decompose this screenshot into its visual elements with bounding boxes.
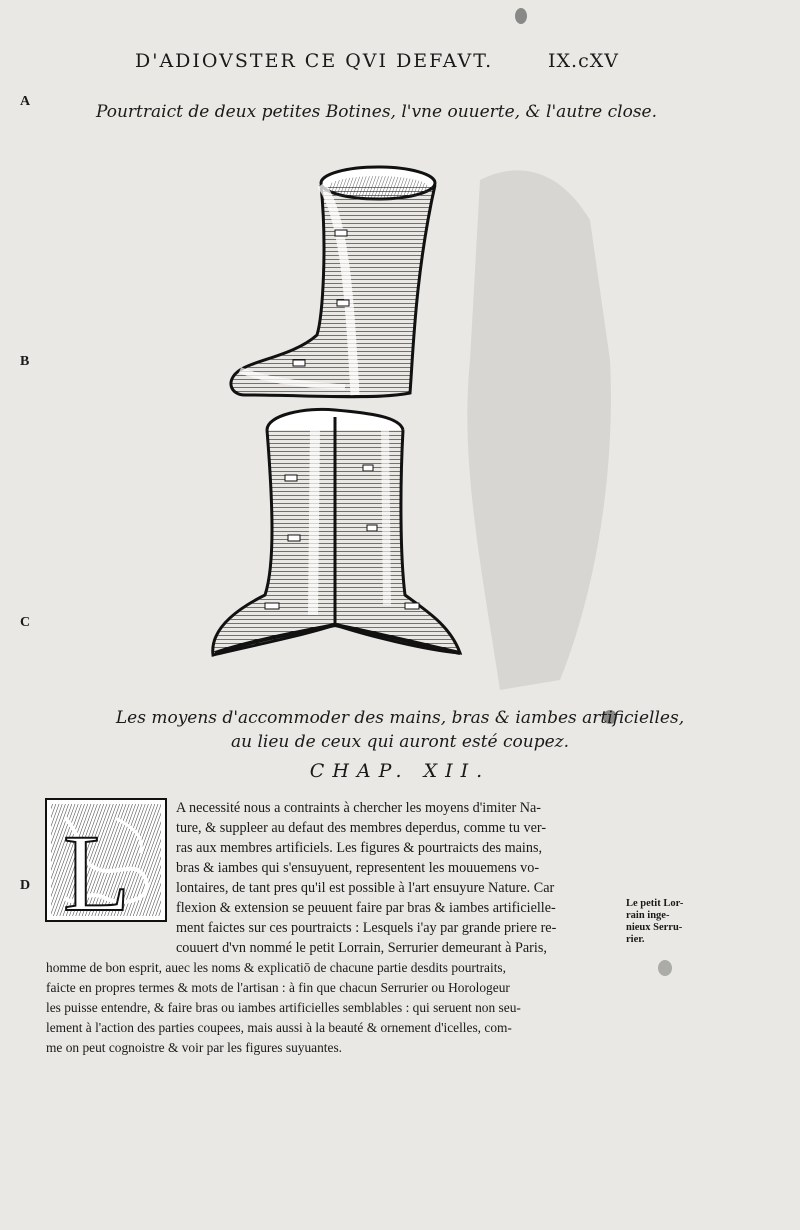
margin-note-line: nieux Serru- [626,922,683,933]
body-line: A necessité nous a contraints à chercher les moyens d'imiter Na- [176,800,542,816]
running-title: D'ADIOVSTER CE QVI DEFAVT. [135,50,494,72]
body-line: homme de bon esprit, auec les noms & explicatiō de chacune partie desdits pourtraits, [46,960,506,975]
body-line: ras aux membres artificiels. Les figures & pourtraicts des mains, [176,840,543,856]
running-head [0,50,800,80]
chapter-title-line-2: au lieu de ceux qui auront esté coupez. [230,732,570,752]
chapter-title-line-1: Les moyens d'accommoder des mains, bras & iambes artificielles, [115,708,685,728]
body-line: me on peut cognoistre & voir par les figures suyuantes. [46,1040,343,1055]
initial-letter-glyph: L [63,812,131,922]
margin-note [626,898,700,946]
chapter-number: CHAP. XII. [309,760,491,782]
body-line: lontaires, de tant pres qu'il est possible à l'art ensuyure Nature. Car [176,880,555,896]
margin-letter-d: D [20,878,31,893]
body-line: bras & iambes qui s'ensuyuent, representent les mouuemens vo- [176,860,540,876]
body-line: couuert d'vn nommé le petit Lorrain, Serrurier demeurant à Paris, [176,940,547,956]
ink-smudge [515,8,527,24]
decorated-initial-letter [45,798,167,922]
body-line: ment faictes sur ces pourtraicts : Lesquels i'ay par grande priere re- [176,920,557,936]
body-line: faicte en propres termes & mots de l'artisan : à fin que chacun Serrurier ou Horologeur [46,980,510,995]
margin-letter-c: C [20,615,31,630]
margin-note-line: Le petit Lor- [626,898,684,909]
margin-letter-b: B [20,354,30,369]
plate-caption: Pourtraict de deux petites Botines, l'vne ouuerte, & l'autre close. [96,102,658,122]
boots-woodcut-illustration [195,155,485,675]
body-line: flexion & extension se peuuent faire par bras & iambes artificielle- [176,900,556,916]
open-boot-icon [213,409,460,655]
folio-number: IX.cXV [548,50,619,72]
body-line: lement à l'action des parties coupees, mais aussi à la beauté & ornement d'icelles, com- [46,1020,512,1035]
body-line: les puisse entendre, & faire bras ou iambes artificielles semblables : qui seruent non seu- [46,1000,521,1015]
margin-note-line: rier. [626,934,645,945]
margin-note-line: rain inge- [626,910,670,921]
ink-smudge [658,960,672,976]
margin-letter-a: A [20,94,31,109]
closed-boot-icon [231,167,435,397]
body-line: ture, & suppleer au defaut des membres deperdus, comme tu ver- [176,820,547,836]
